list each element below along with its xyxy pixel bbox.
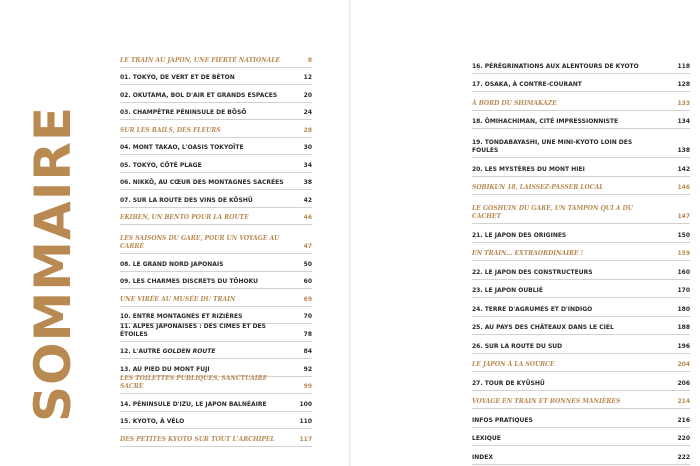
toc-entry-page: 50 — [303, 260, 312, 268]
toc-entry-page: 12 — [303, 74, 312, 81]
toc-entry-title: LES TOILETTES PUBLIQUES, SANCTUAIRE SACRÉ — [120, 375, 268, 390]
toc-entry-page: 47 — [303, 243, 312, 250]
toc-entry-page: 222 — [677, 453, 690, 461]
toc-entry-title: 07. SUR LA ROUTE DES VINS DE KÔSHÛ — [120, 196, 253, 204]
toc-entry-page: 69 — [303, 295, 312, 303]
toc-entry-page: 214 — [677, 398, 690, 405]
toc-entry-title — [120, 348, 215, 358]
toc-entry-page: 160 — [677, 268, 690, 276]
toc-entry[interactable] — [472, 391, 690, 410]
toc-entry[interactable] — [472, 92, 690, 111]
toc-entry-page: 133 — [677, 99, 690, 107]
toc-entry-page: 188 — [677, 324, 690, 331]
toc-entry-title: 15. KYOTO, À VÉLO — [120, 418, 185, 425]
toc-entry-title: 24. TERRE D'AGRUMES ET D'INDIGO — [472, 305, 593, 313]
toc-entry-title: EN TRAIN... EXTRAORDINAIRE ! — [472, 250, 584, 257]
toc-entry-title: 13. AU PIED DU MONT FUJI — [120, 365, 210, 373]
toc-entry[interactable] — [120, 359, 312, 377]
toc-entry[interactable] — [120, 208, 312, 226]
toc-entry-title: 25. AU PAYS DES CHÂTEAUX DANS LE CIEL — [472, 324, 614, 331]
toc-entry[interactable] — [472, 195, 690, 224]
toc-entry-page: 99 — [303, 383, 312, 390]
toc-entry-page: 78 — [303, 330, 312, 338]
toc-entry-page: 138 — [677, 147, 690, 154]
toc-entry-page: 216 — [677, 416, 690, 424]
toc-entry-title: INDEX — [472, 453, 493, 461]
toc-entry[interactable] — [120, 155, 312, 173]
toc-entry-title: 14. PÉNINSULE D'IZU, LE JAPON BALNÉAIRE — [120, 400, 267, 408]
toc-entry-page: 147 — [677, 213, 690, 220]
toc-entry[interactable] — [472, 372, 690, 391]
toc-entry-title: LES SAISONS DU GARE, POUR UN VOYAGE AU CARRÉ — [120, 235, 280, 250]
toc-entry-title: 20. LES MYSTÈRES DU MONT HIEI — [472, 165, 585, 173]
toc-entry[interactable] — [472, 428, 690, 447]
toc-entry[interactable] — [120, 342, 312, 360]
left-page — [0, 0, 349, 466]
toc-entry[interactable] — [472, 280, 690, 299]
toc-entry[interactable] — [472, 224, 690, 243]
toc-entry[interactable] — [120, 225, 312, 254]
toc-entry-page: 206 — [677, 379, 690, 387]
toc-entry[interactable] — [472, 243, 690, 262]
side-title: SOMMAIRE — [24, 106, 82, 422]
toc-entry-page: 196 — [677, 342, 690, 350]
toc-entry-page: 84 — [303, 348, 312, 355]
toc-entry-title: LE GOSHUIN DU GARE, UN TAMPON QUI A DU CACHET — [472, 205, 633, 220]
toc-entry-title: INFOS PRATIQUES — [472, 416, 533, 424]
toc-entry-page: 134 — [677, 118, 690, 125]
toc-entry-title: 26. SUR LA ROUTE DU SUD — [472, 342, 563, 350]
toc-entry-page: 118 — [677, 62, 690, 70]
toc-entry-title: DES PETITES KYOTO SUR TOUT L'ARCHIPEL — [120, 435, 275, 443]
toc-entry[interactable] — [472, 158, 690, 177]
toc-entry-title: 27. TOUR DE KYÛSHÛ — [472, 379, 545, 387]
toc-entry[interactable] — [120, 394, 312, 412]
toc-entry-page: 159 — [677, 250, 690, 257]
toc-entry-title: 17. OSAKA, À CONTRE-COURANT — [472, 81, 582, 88]
toc-entry-title: 03. CHAMPÊTRE PÉNINSULE DE BÔSÔ — [120, 109, 247, 116]
toc-entry-page: 38 — [303, 179, 312, 186]
toc-entry[interactable] — [472, 335, 690, 354]
toc-entry[interactable] — [472, 446, 690, 465]
toc-entry-page: 150 — [677, 231, 690, 239]
toc-entry-page: 220 — [677, 435, 690, 442]
toc-entry-page: 117 — [299, 435, 312, 443]
toc-entry[interactable] — [120, 307, 312, 325]
toc-entry[interactable] — [120, 173, 312, 191]
toc-entry-title: 09. LES CHARMES DISCRETS DU TÔHOKU — [120, 278, 259, 285]
right-page — [351, 0, 700, 466]
toc-entry-page: 8 — [307, 56, 312, 64]
toc-entry-page: 146 — [677, 184, 690, 191]
toc-entry[interactable] — [472, 177, 690, 196]
toc-entry-page: 170 — [677, 287, 690, 294]
toc-entry-title: 18. ÔMIHACHIMAN, CITÉ IMPRESSIONNISTE — [472, 118, 619, 125]
toc-entry[interactable] — [472, 55, 690, 74]
toc-entry[interactable] — [120, 324, 312, 342]
toc-entry-page: 24 — [303, 109, 312, 116]
toc-entry[interactable] — [472, 409, 690, 428]
toc-entry-title: 21. LE JAPON DES ORIGINES — [472, 231, 567, 239]
toc-right-column — [472, 55, 690, 465]
toc-entry-title: VOYAGE EN TRAIN ET BONNES MANIÈRES — [472, 398, 621, 405]
toc-entry[interactable] — [120, 429, 312, 447]
toc-entry-page: 204 — [677, 361, 690, 368]
toc-entry[interactable] — [472, 129, 690, 158]
toc-entry-page: 100 — [299, 400, 312, 408]
toc-entry-page: 20 — [303, 91, 312, 99]
toc-entry-page: 128 — [677, 81, 690, 88]
toc-entry-title: LE TRAIN AU JAPON, UNE FIERTÉ NATIONALE — [120, 56, 281, 64]
toc-entry-page: 28 — [303, 126, 312, 134]
toc-entry-title: LEXIQUE — [472, 435, 501, 442]
toc-entry[interactable] — [120, 50, 312, 68]
toc-entry-title: 19. TONDABAYASHI, UNE MINI-KYOTO LOIN DES FOULES — [472, 139, 633, 154]
toc-entry[interactable] — [120, 68, 312, 86]
toc-entry[interactable] — [120, 377, 312, 395]
toc-entry-page: 30 — [303, 144, 312, 151]
toc-entry-title: 02. OKUTAMA, BOL D'AIR ET GRANDS ESPACES — [120, 91, 278, 99]
toc-entry-title: 05. TOKYO, CÔTÉ PLAGE — [120, 161, 202, 169]
toc-entry-title: 23. LE JAPON OUBLIÉ — [472, 287, 543, 294]
toc-entry-title: 22. LE JAPON DES CONSTRUCTEURS — [472, 268, 593, 276]
toc-entry-title: EKIBEN, UN BENTO POUR LA ROUTE — [120, 214, 249, 221]
toc-entry[interactable] — [472, 354, 690, 373]
toc-entry-page: 34 — [303, 161, 312, 169]
toc-entry-title: À BORD DU SHIMAKAZE — [472, 99, 557, 107]
toc-entry-title: SOBIKUN 18, LAISSEZ-PASSER LOCAL — [472, 184, 604, 191]
toc-entry-title-emphasis: GOLDEN ROUTE — [162, 348, 216, 355]
toc-entry-title: 08. LE GRAND NORD JAPONAIS — [120, 260, 224, 268]
toc-entry-title: 11. ALPES JAPONAISES : DES CIMES ET DES ÉTOILES — [120, 322, 266, 338]
toc-entry-title: 06. NIKKÔ, AU CŒUR DES MONTAGNES SACRÉES — [120, 179, 284, 186]
toc-entry-title-prefix: 12. L'AUTRE — [120, 348, 163, 355]
toc-entry[interactable] — [120, 412, 312, 430]
toc-entry-page: 92 — [303, 365, 312, 373]
toc-entry[interactable] — [120, 254, 312, 272]
toc-entry[interactable] — [472, 317, 690, 336]
toc-entry-page: 142 — [677, 165, 690, 173]
toc-entry[interactable] — [472, 261, 690, 280]
toc-entry[interactable] — [120, 190, 312, 208]
toc-entry-page: 60 — [303, 278, 312, 285]
toc-entry-title: UNE VIRÉE AU MUSÉE DU TRAIN — [120, 295, 236, 303]
toc-entry-page: 42 — [303, 196, 312, 204]
toc-entry-page: 70 — [303, 313, 312, 320]
toc-entry[interactable] — [120, 85, 312, 103]
toc-entry-title: LE JAPON À LA SOURCE — [472, 361, 555, 368]
toc-entry[interactable] — [472, 298, 690, 317]
toc-entry-title: 16. PÉRÉGRINATIONS AUX ALENTOURS DE KYOTO — [472, 62, 639, 70]
toc-left-column — [120, 50, 312, 447]
toc-entry[interactable] — [120, 272, 312, 290]
toc-entry-page: 46 — [303, 214, 312, 221]
toc-entry[interactable] — [120, 289, 312, 307]
toc-entry-page: 180 — [677, 305, 690, 313]
toc-entry[interactable] — [472, 111, 690, 130]
toc-entry-title: 10. ENTRE MONTAGNES ET RIZIÈRES — [120, 313, 243, 320]
toc-entry-title: 01. TOKYO, DE VERT ET DE BÉTON — [120, 74, 235, 81]
toc-entry[interactable] — [120, 138, 312, 156]
toc-entry[interactable] — [120, 120, 312, 138]
toc-entry[interactable] — [472, 74, 690, 93]
toc-entry-page: 110 — [299, 418, 312, 425]
toc-entry-title: SUR LES RAILS, DES FLEURS — [120, 126, 221, 134]
toc-entry[interactable] — [120, 103, 312, 121]
toc-entry-title: 04. MONT TAKAO, L'OASIS TOKYOÏTE — [120, 144, 244, 151]
